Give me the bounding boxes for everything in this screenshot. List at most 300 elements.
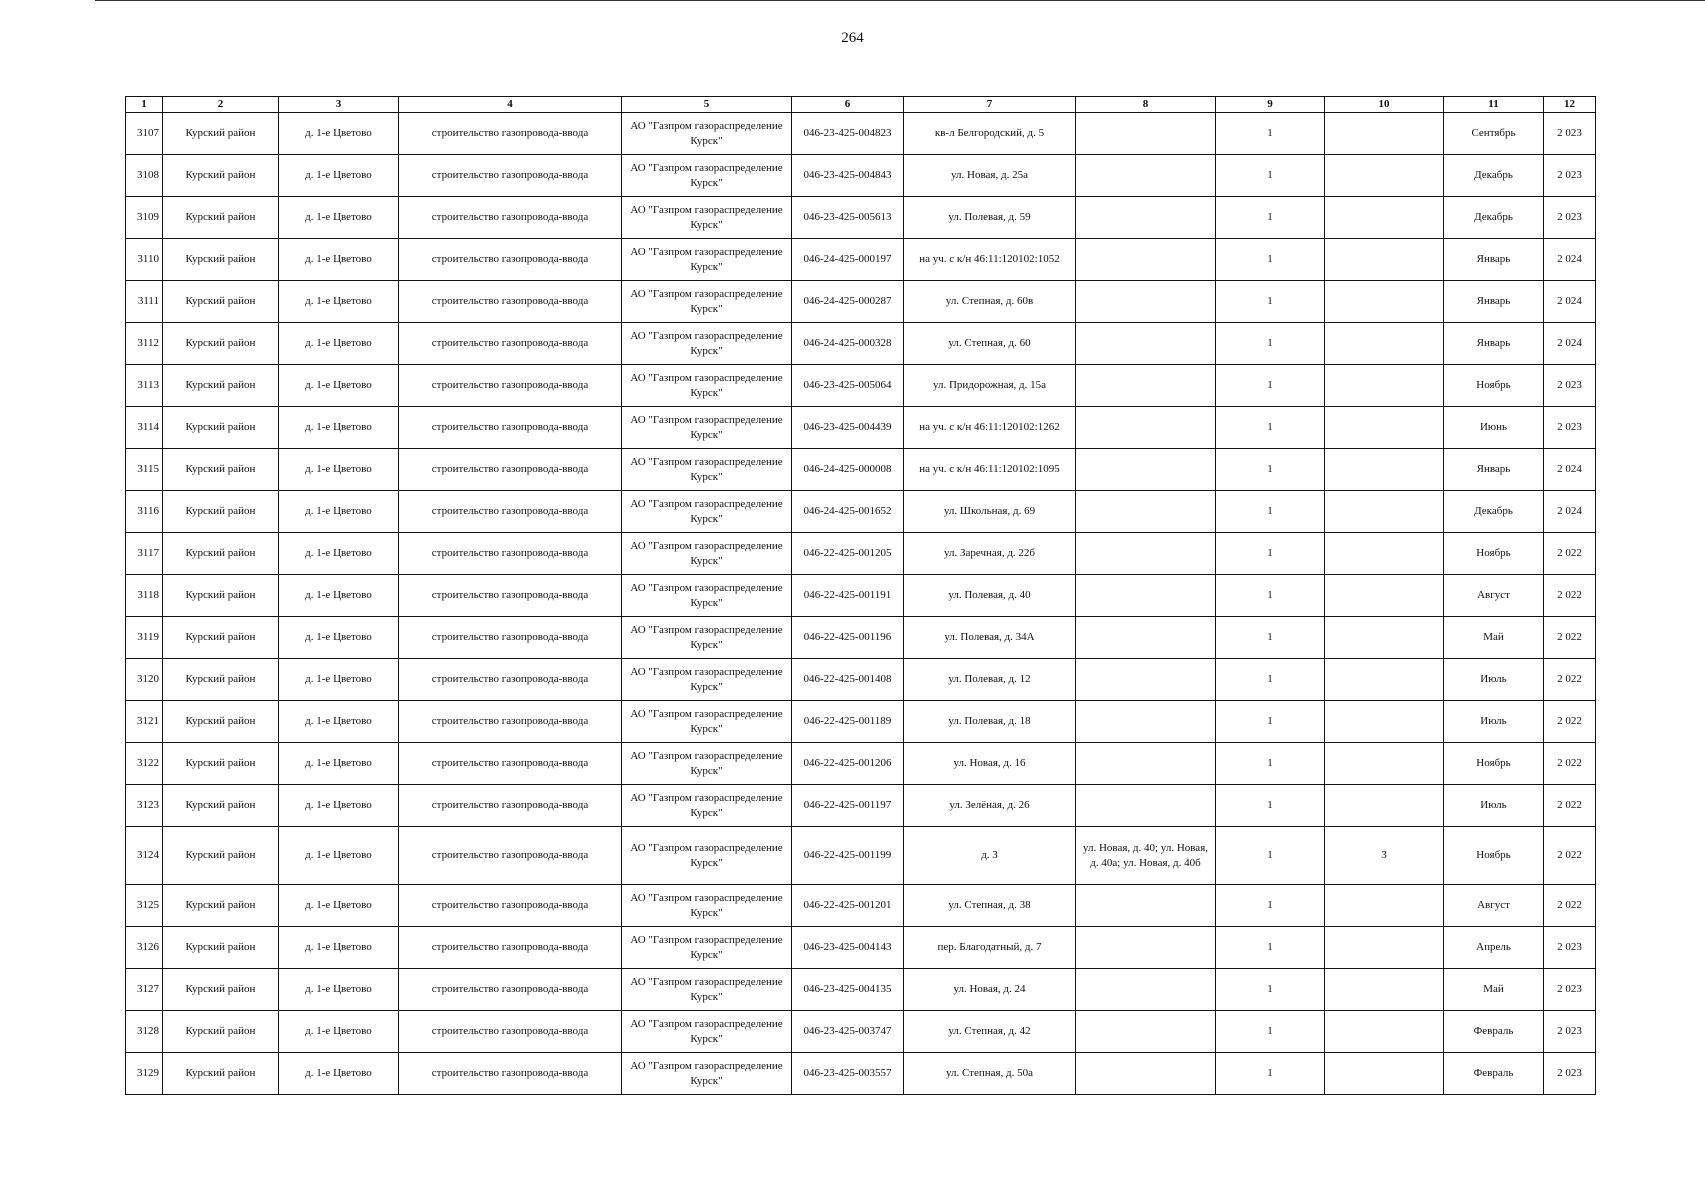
work-type-cell: строительство газопровода-ввода [399,827,622,885]
row-number: 3128 [126,1011,163,1053]
locality-cell: д. 1-е Цветово [279,533,399,575]
work-type-cell: строительство газопровода-ввода [399,323,622,365]
extra-address-cell [1076,1053,1216,1095]
extra-address-cell [1076,659,1216,701]
extra-address-cell [1076,239,1216,281]
code-cell: 046-22-425-001191 [792,575,904,617]
table-row [126,785,1596,827]
organization-cell: АО "Газпром газораспределение Курск" [622,927,792,969]
quantity-cell: 1 [1216,1053,1325,1095]
row-number: 3122 [126,743,163,785]
row-number: 3108 [126,155,163,197]
column-header: 1 [126,97,163,113]
column-header: 5 [622,97,792,113]
row-number: 3124 [126,827,163,885]
district-cell: Курский район [163,927,279,969]
address-cell: ул. Полевая, д. 34А [904,617,1076,659]
year-cell: 2 022 [1544,885,1596,927]
work-type-cell: строительство газопровода-ввода [399,239,622,281]
extra-address-cell [1076,743,1216,785]
quantity-cell: 1 [1216,659,1325,701]
month-cell: Январь [1444,281,1544,323]
register-table [125,96,1596,1095]
address-cell: ул. Придорожная, д. 15а [904,365,1076,407]
work-type-cell: строительство газопровода-ввода [399,281,622,323]
organization-cell: АО "Газпром газораспределение Курск" [622,1053,792,1095]
locality-cell: д. 1-е Цветово [279,785,399,827]
table-row [126,491,1596,533]
quantity-cell: 1 [1216,197,1325,239]
quantity2-cell [1325,407,1444,449]
row-number: 3116 [126,491,163,533]
table-body [126,113,1596,1095]
work-type-cell: строительство газопровода-ввода [399,197,622,239]
row-number: 3111 [126,281,163,323]
extra-address-cell [1076,407,1216,449]
month-cell: Ноябрь [1444,533,1544,575]
month-cell: Январь [1444,449,1544,491]
address-cell: д. 3 [904,827,1076,885]
code-cell: 046-23-425-004439 [792,407,904,449]
year-cell: 2 023 [1544,113,1596,155]
table-row [126,113,1596,155]
district-cell: Курский район [163,885,279,927]
row-number: 3109 [126,197,163,239]
locality-cell: д. 1-е Цветово [279,885,399,927]
organization-cell: АО "Газпром газораспределение Курск" [622,701,792,743]
quantity2-cell [1325,785,1444,827]
organization-cell: АО "Газпром газораспределение Курск" [622,239,792,281]
code-cell: 046-23-425-005064 [792,365,904,407]
locality-cell: д. 1-е Цветово [279,1011,399,1053]
work-type-cell: строительство газопровода-ввода [399,155,622,197]
extra-address-cell [1076,491,1216,533]
work-type-cell: строительство газопровода-ввода [399,491,622,533]
quantity2-cell [1325,617,1444,659]
column-header: 9 [1216,97,1325,113]
code-cell: 046-22-425-001206 [792,743,904,785]
table-row [126,617,1596,659]
quantity2-cell [1325,575,1444,617]
quantity2-cell [1325,659,1444,701]
code-cell: 046-23-425-005613 [792,197,904,239]
year-cell: 2 024 [1544,491,1596,533]
year-cell: 2 023 [1544,197,1596,239]
quantity-cell: 1 [1216,281,1325,323]
code-cell: 046-22-425-001197 [792,785,904,827]
quantity2-cell [1325,969,1444,1011]
table-row [126,743,1596,785]
quantity2-cell [1325,281,1444,323]
extra-address-cell [1076,155,1216,197]
district-cell: Курский район [163,491,279,533]
extra-address-cell [1076,449,1216,491]
code-cell: 046-24-425-000197 [792,239,904,281]
quantity-cell: 1 [1216,323,1325,365]
address-cell: ул. Степная, д. 42 [904,1011,1076,1053]
month-cell: Декабрь [1444,491,1544,533]
year-cell: 2 023 [1544,969,1596,1011]
month-cell: Февраль [1444,1053,1544,1095]
table-row [126,449,1596,491]
row-number: 3129 [126,1053,163,1095]
month-cell: Ноябрь [1444,365,1544,407]
quantity2-cell [1325,449,1444,491]
quantity2-cell [1325,239,1444,281]
code-cell: 046-24-425-000328 [792,323,904,365]
locality-cell: д. 1-е Цветово [279,827,399,885]
address-cell: ул. Полевая, д. 12 [904,659,1076,701]
month-cell: Ноябрь [1444,743,1544,785]
column-header: 7 [904,97,1076,113]
district-cell: Курский район [163,365,279,407]
quantity2-cell [1325,927,1444,969]
district-cell: Курский район [163,533,279,575]
table-row [126,575,1596,617]
organization-cell: АО "Газпром газораспределение Курск" [622,617,792,659]
code-cell: 046-23-425-003747 [792,1011,904,1053]
district-cell: Курский район [163,1011,279,1053]
code-cell: 046-23-425-003557 [792,1053,904,1095]
locality-cell: д. 1-е Цветово [279,969,399,1011]
district-cell: Курский район [163,659,279,701]
district-cell: Курский район [163,617,279,659]
quantity2-cell [1325,113,1444,155]
year-cell: 2 023 [1544,407,1596,449]
district-cell: Курский район [163,575,279,617]
organization-cell: АО "Газпром газораспределение Курск" [622,743,792,785]
month-cell: Февраль [1444,1011,1544,1053]
table-row [126,533,1596,575]
quantity-cell: 1 [1216,365,1325,407]
month-cell: Январь [1444,323,1544,365]
row-number: 3121 [126,701,163,743]
quantity2-cell [1325,1053,1444,1095]
quantity2-cell [1325,491,1444,533]
address-cell: на уч. с к/н 46:11:120102:1052 [904,239,1076,281]
month-cell: Декабрь [1444,197,1544,239]
quantity2-cell [1325,155,1444,197]
year-cell: 2 022 [1544,617,1596,659]
locality-cell: д. 1-е Цветово [279,113,399,155]
code-cell: 046-24-425-000287 [792,281,904,323]
work-type-cell: строительство газопровода-ввода [399,575,622,617]
work-type-cell: строительство газопровода-ввода [399,533,622,575]
header-row [126,97,1596,113]
row-number: 3113 [126,365,163,407]
year-cell: 2 022 [1544,575,1596,617]
extra-address-cell [1076,533,1216,575]
organization-cell: АО "Газпром газораспределение Курск" [622,365,792,407]
extra-address-cell [1076,113,1216,155]
address-cell: ул. Степная, д. 38 [904,885,1076,927]
work-type-cell: строительство газопровода-ввода [399,449,622,491]
locality-cell: д. 1-е Цветово [279,927,399,969]
row-number: 3123 [126,785,163,827]
district-cell: Курский район [163,1053,279,1095]
address-cell: кв-л Белгородский, д. 5 [904,113,1076,155]
table-row [126,1011,1596,1053]
year-cell: 2 023 [1544,927,1596,969]
quantity-cell: 1 [1216,407,1325,449]
organization-cell: АО "Газпром газораспределение Курск" [622,885,792,927]
work-type-cell: строительство газопровода-ввода [399,365,622,407]
quantity-cell: 1 [1216,239,1325,281]
address-cell: ул. Новая, д. 24 [904,969,1076,1011]
quantity-cell: 1 [1216,885,1325,927]
table-row [126,155,1596,197]
quantity-cell: 1 [1216,533,1325,575]
year-cell: 2 022 [1544,743,1596,785]
row-number: 3107 [126,113,163,155]
extra-address-cell [1076,969,1216,1011]
district-cell: Курский район [163,785,279,827]
extra-address-cell [1076,365,1216,407]
month-cell: Июнь [1444,407,1544,449]
locality-cell: д. 1-е Цветово [279,239,399,281]
row-number: 3118 [126,575,163,617]
table-row [126,197,1596,239]
address-cell: ул. Степная, д. 60 [904,323,1076,365]
month-cell: Ноябрь [1444,827,1544,885]
quantity2-cell [1325,1011,1444,1053]
row-number: 3114 [126,407,163,449]
address-cell: пер. Благодатный, д. 7 [904,927,1076,969]
quantity2-cell [1325,323,1444,365]
row-number: 3115 [126,449,163,491]
organization-cell: АО "Газпром газораспределение Курск" [622,491,792,533]
column-header: 11 [1444,97,1544,113]
organization-cell: АО "Газпром газораспределение Курск" [622,1011,792,1053]
extra-address-cell [1076,701,1216,743]
work-type-cell: строительство газопровода-ввода [399,113,622,155]
year-cell: 2 024 [1544,323,1596,365]
month-cell: Июль [1444,785,1544,827]
quantity2-cell [1325,365,1444,407]
quantity2-cell [1325,701,1444,743]
extra-address-cell [1076,785,1216,827]
code-cell: 046-23-425-004843 [792,155,904,197]
quantity2-cell [1325,197,1444,239]
locality-cell: д. 1-е Цветово [279,743,399,785]
month-cell: Май [1444,617,1544,659]
table-row [126,827,1596,885]
code-cell: 046-22-425-001201 [792,885,904,927]
month-cell: Апрель [1444,927,1544,969]
table-row [126,885,1596,927]
column-header: 4 [399,97,622,113]
organization-cell: АО "Газпром газораспределение Курск" [622,155,792,197]
address-cell: на уч. с к/н 46:11:120102:1095 [904,449,1076,491]
year-cell: 2 024 [1544,449,1596,491]
table-row [126,281,1596,323]
year-cell: 2 022 [1544,659,1596,701]
month-cell: Сентябрь [1444,113,1544,155]
column-header: 3 [279,97,399,113]
year-cell: 2 022 [1544,827,1596,885]
year-cell: 2 022 [1544,533,1596,575]
row-number: 3126 [126,927,163,969]
locality-cell: д. 1-е Цветово [279,449,399,491]
month-cell: Декабрь [1444,155,1544,197]
address-cell: ул. Новая, д. 16 [904,743,1076,785]
organization-cell: АО "Газпром газораспределение Курск" [622,449,792,491]
column-header: 10 [1325,97,1444,113]
address-cell: ул. Полевая, д. 18 [904,701,1076,743]
month-cell: Июль [1444,701,1544,743]
quantity-cell: 1 [1216,491,1325,533]
table-row [126,323,1596,365]
row-number: 3125 [126,885,163,927]
code-cell: 046-24-425-000008 [792,449,904,491]
work-type-cell: строительство газопровода-ввода [399,743,622,785]
table-row [126,969,1596,1011]
work-type-cell: строительство газопровода-ввода [399,659,622,701]
address-cell: ул. Заречная, д. 22б [904,533,1076,575]
address-cell: ул. Степная, д. 50а [904,1053,1076,1095]
column-header: 2 [163,97,279,113]
work-type-cell: строительство газопровода-ввода [399,701,622,743]
year-cell: 2 023 [1544,365,1596,407]
quantity-cell: 1 [1216,1011,1325,1053]
quantity2-cell [1325,743,1444,785]
extra-address-cell [1076,197,1216,239]
table-row [126,1053,1596,1095]
locality-cell: д. 1-е Цветово [279,197,399,239]
quantity-cell: 1 [1216,785,1325,827]
year-cell: 2 022 [1544,701,1596,743]
organization-cell: АО "Газпром газораспределение Курск" [622,113,792,155]
locality-cell: д. 1-е Цветово [279,323,399,365]
extra-address-cell [1076,1011,1216,1053]
column-header: 12 [1544,97,1596,113]
month-cell: Январь [1444,239,1544,281]
row-number: 3120 [126,659,163,701]
table-row [126,701,1596,743]
work-type-cell: строительство газопровода-ввода [399,969,622,1011]
organization-cell: АО "Газпром газораспределение Курск" [622,785,792,827]
month-cell: Август [1444,575,1544,617]
month-cell: Июль [1444,659,1544,701]
district-cell: Курский район [163,701,279,743]
row-number: 3117 [126,533,163,575]
organization-cell: АО "Газпром газораспределение Курск" [622,407,792,449]
district-cell: Курский район [163,197,279,239]
quantity-cell: 1 [1216,969,1325,1011]
code-cell: 046-23-425-004135 [792,969,904,1011]
organization-cell: АО "Газпром газораспределение Курск" [622,197,792,239]
address-cell: ул. Новая, д. 25а [904,155,1076,197]
organization-cell: АО "Газпром газораспределение Курск" [622,659,792,701]
organization-cell: АО "Газпром газораспределение Курск" [622,827,792,885]
locality-cell: д. 1-е Цветово [279,575,399,617]
column-header: 6 [792,97,904,113]
locality-cell: д. 1-е Цветово [279,659,399,701]
quantity-cell: 1 [1216,927,1325,969]
year-cell: 2 022 [1544,785,1596,827]
organization-cell: АО "Газпром газораспределение Курск" [622,281,792,323]
table-row [126,927,1596,969]
district-cell: Курский район [163,155,279,197]
address-cell: ул. Полевая, д. 59 [904,197,1076,239]
code-cell: 046-22-425-001196 [792,617,904,659]
address-cell: на уч. с к/н 46:11:120102:1262 [904,407,1076,449]
quantity2-cell: 3 [1325,827,1444,885]
organization-cell: АО "Газпром газораспределение Курск" [622,575,792,617]
year-cell: 2 024 [1544,239,1596,281]
extra-address-cell [1076,281,1216,323]
quantity-cell: 1 [1216,113,1325,155]
table-row [126,407,1596,449]
quantity-cell: 1 [1216,743,1325,785]
address-cell: ул. Зелёная, д. 26 [904,785,1076,827]
district-cell: Курский район [163,407,279,449]
extra-address-cell [1076,323,1216,365]
locality-cell: д. 1-е Цветово [279,281,399,323]
extra-address-cell: ул. Новая, д. 40; ул. Новая, д. 40а; ул. Новая, д. 40б [1076,827,1216,885]
top-rule [95,0,1705,1]
row-number: 3112 [126,323,163,365]
organization-cell: АО "Газпром газораспределение Курск" [622,323,792,365]
code-cell: 046-22-425-001408 [792,659,904,701]
quantity-cell: 1 [1216,827,1325,885]
locality-cell: д. 1-е Цветово [279,701,399,743]
page-number: 264 [841,30,864,46]
code-cell: 046-24-425-001652 [792,491,904,533]
district-cell: Курский район [163,743,279,785]
year-cell: 2 024 [1544,281,1596,323]
work-type-cell: строительство газопровода-ввода [399,1053,622,1095]
work-type-cell: строительство газопровода-ввода [399,927,622,969]
code-cell: 046-22-425-001199 [792,827,904,885]
year-cell: 2 023 [1544,1011,1596,1053]
district-cell: Курский район [163,281,279,323]
table-row [126,239,1596,281]
locality-cell: д. 1-е Цветово [279,365,399,407]
quantity2-cell [1325,533,1444,575]
district-cell: Курский район [163,113,279,155]
address-cell: ул. Степная, д. 60в [904,281,1076,323]
table-row [126,365,1596,407]
locality-cell: д. 1-е Цветово [279,155,399,197]
column-header: 8 [1076,97,1216,113]
code-cell: 046-23-425-004823 [792,113,904,155]
address-cell: ул. Школьная, д. 69 [904,491,1076,533]
locality-cell: д. 1-е Цветово [279,491,399,533]
district-cell: Курский район [163,239,279,281]
table-row [126,659,1596,701]
row-number: 3110 [126,239,163,281]
extra-address-cell [1076,927,1216,969]
month-cell: Май [1444,969,1544,1011]
row-number: 3119 [126,617,163,659]
organization-cell: АО "Газпром газораспределение Курск" [622,533,792,575]
quantity2-cell [1325,885,1444,927]
row-number: 3127 [126,969,163,1011]
year-cell: 2 023 [1544,155,1596,197]
code-cell: 046-22-425-001205 [792,533,904,575]
quantity-cell: 1 [1216,575,1325,617]
work-type-cell: строительство газопровода-ввода [399,407,622,449]
work-type-cell: строительство газопровода-ввода [399,617,622,659]
locality-cell: д. 1-е Цветово [279,1053,399,1095]
extra-address-cell [1076,617,1216,659]
code-cell: 046-23-425-004143 [792,927,904,969]
extra-address-cell [1076,885,1216,927]
address-cell: ул. Полевая, д. 40 [904,575,1076,617]
work-type-cell: строительство газопровода-ввода [399,885,622,927]
work-type-cell: строительство газопровода-ввода [399,785,622,827]
